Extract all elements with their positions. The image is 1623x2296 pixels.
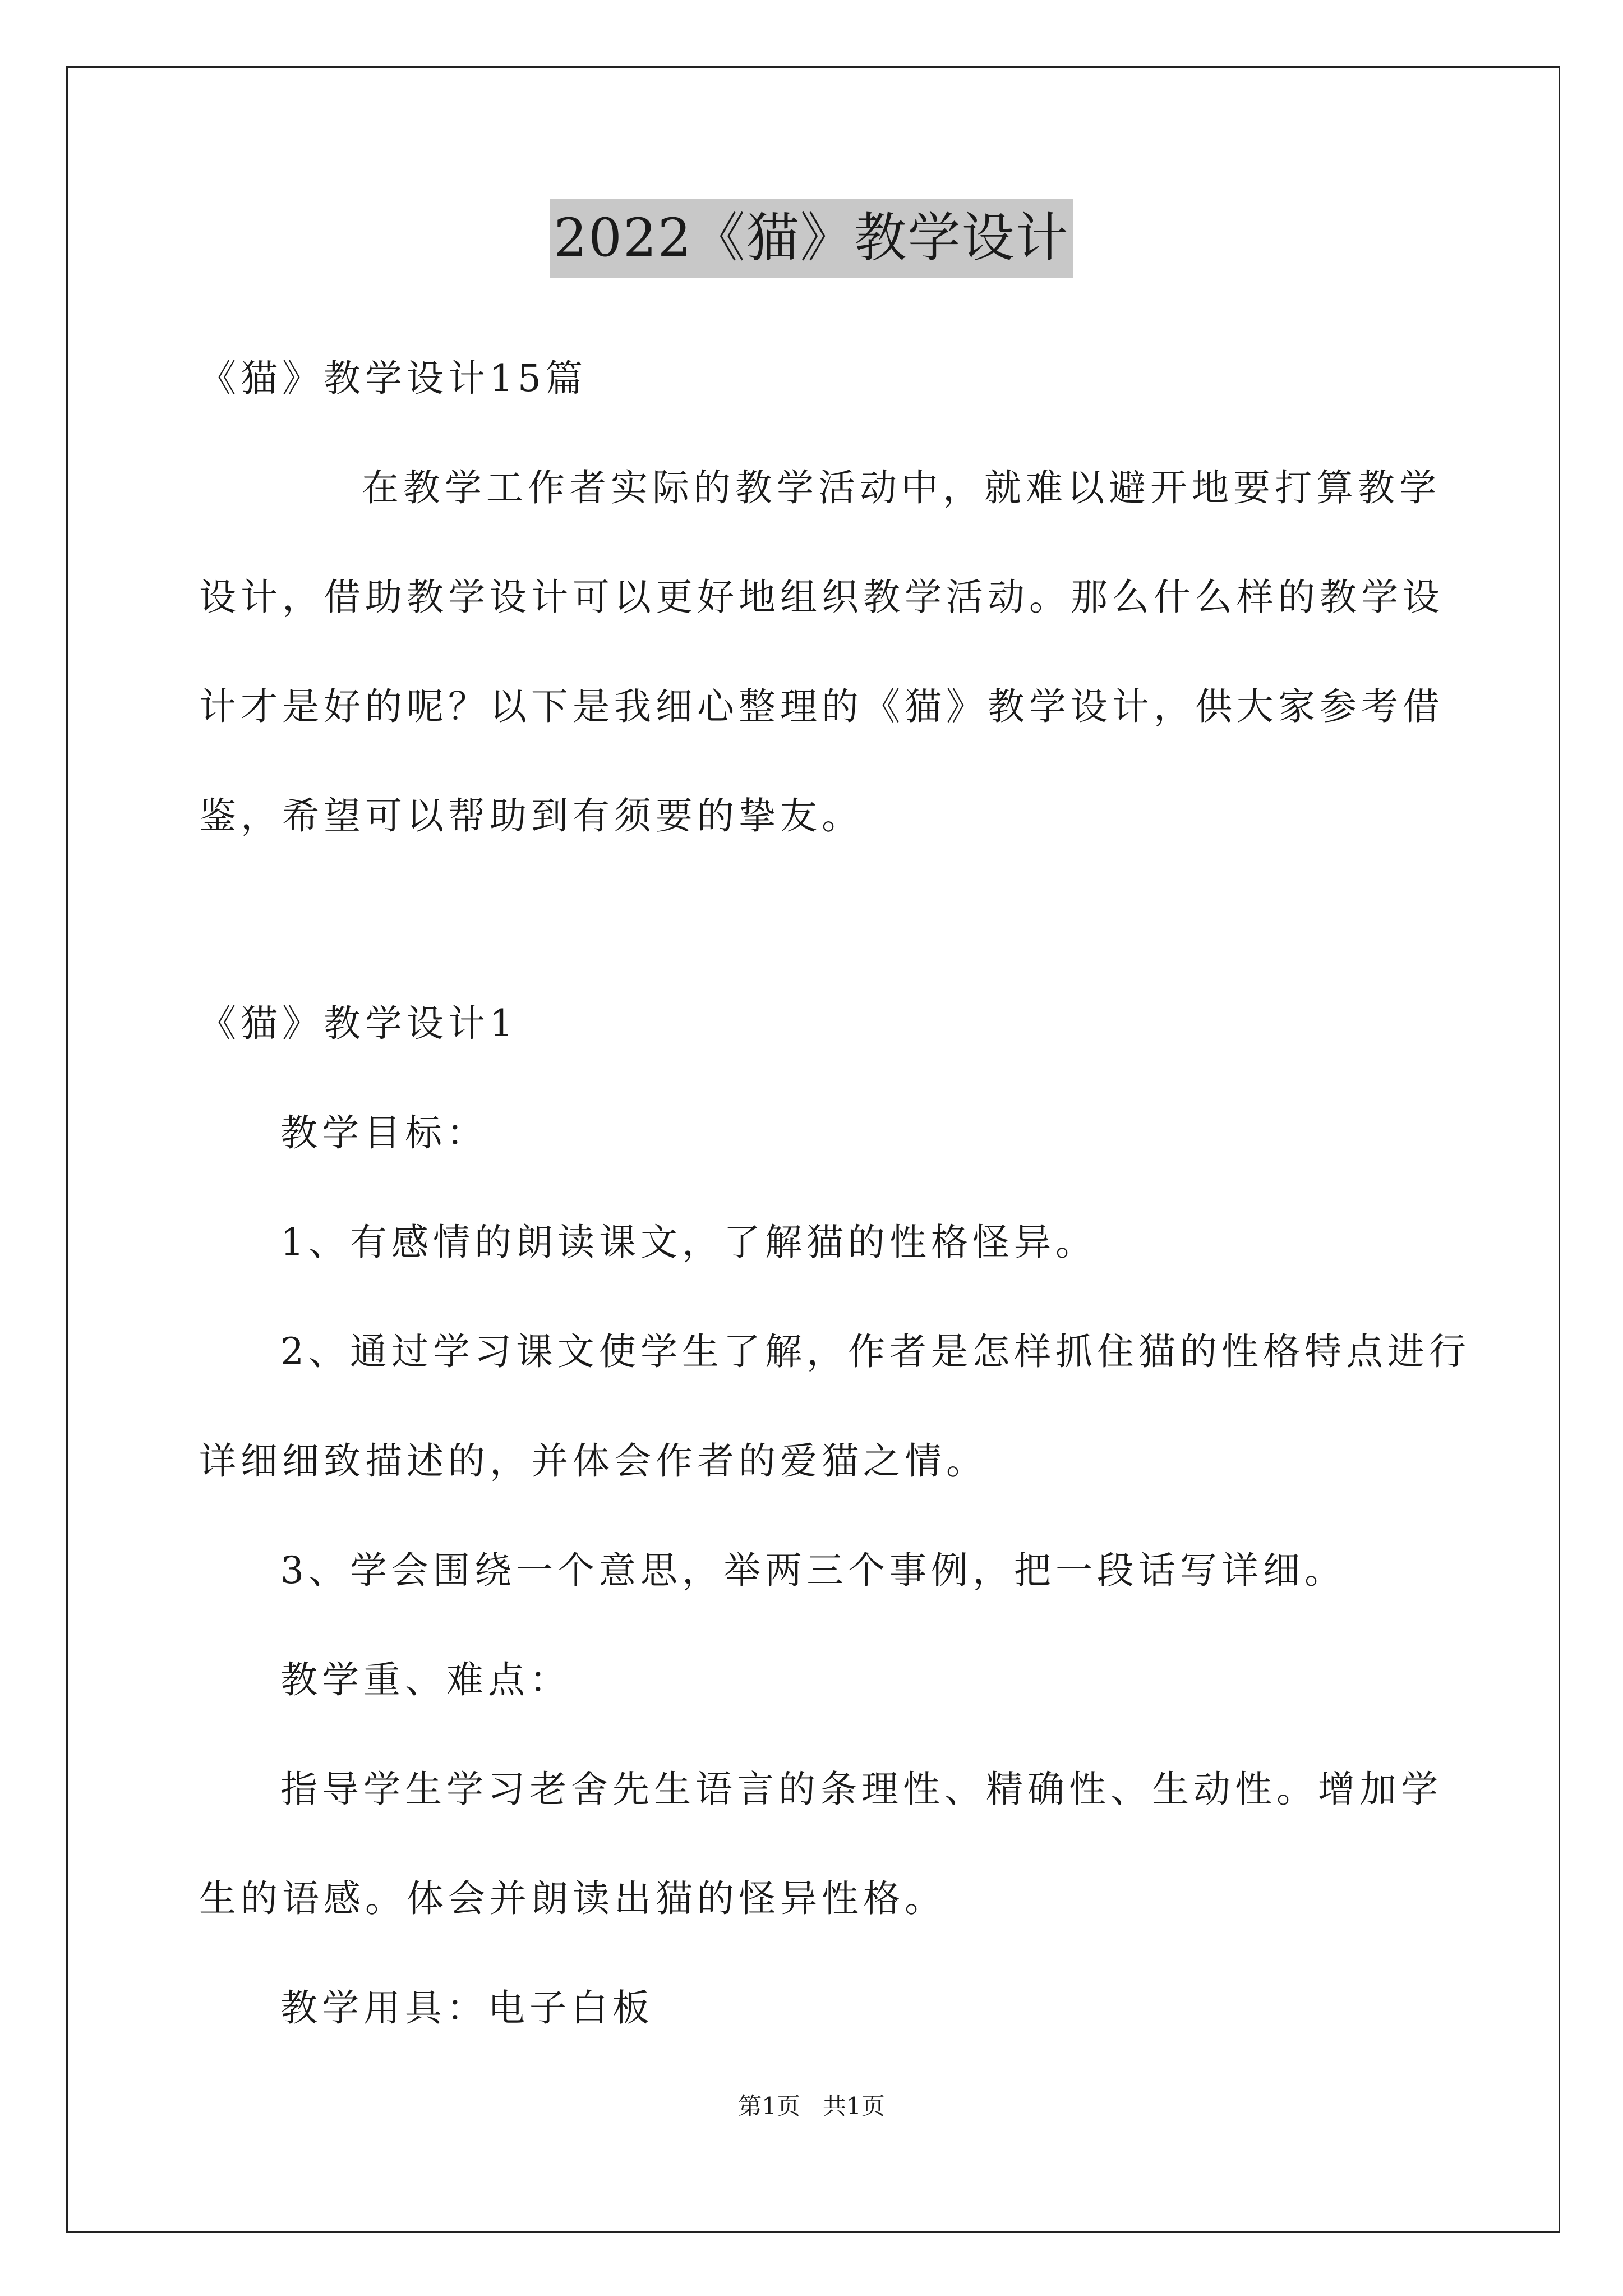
subtitle: 《猫》教学设计15篇 <box>199 357 587 400</box>
page-footer: 第1页 共1页 <box>738 2092 885 2120</box>
teaching-tools: 教学用具：电子白板 <box>280 1986 654 2030</box>
intro-line-2: 设计，借助教学设计可以更好地组织教学活动。那么什么样的教学设 <box>199 576 1444 619</box>
goals-label: 教学目标： <box>280 1111 488 1154</box>
intro-line-1: 在教学工作者实际的教学活动中，就难以避开地要打算教学 <box>362 466 1441 509</box>
goal-1: 1、有感情的朗读课文，了解猫的性格怪异。 <box>280 1221 1097 1264</box>
key-points-line-2: 生的语感。体会并朗读出猫的怪异性格。 <box>199 1877 946 1920</box>
document-title: 2022《猫》教学设计 <box>550 199 1072 278</box>
key-points-line-1: 指导学生学习老舍先生语言的条理性、精确性、生动性。增加学 <box>280 1768 1442 1811</box>
goal-3: 3、学会围绕一个意思，举两三个事例，把一段话写详细。 <box>280 1549 1346 1592</box>
key-points-label: 教学重、难点： <box>280 1658 571 1701</box>
intro-line-4: 鉴，希望可以帮助到有须要的挚友。 <box>199 794 863 838</box>
goal-2-line-2: 详细细致描述的，并体会作者的爱猫之情。 <box>199 1439 988 1483</box>
section-heading: 《猫》教学设计1 <box>199 1002 518 1045</box>
goal-2-line-1: 2、通过学习课文使学生了解，作者是怎样抓住猫的性格特点进行 <box>280 1330 1470 1373</box>
intro-line-3: 计才是好的呢？以下是我细心整理的《猫》教学设计，供大家参考借 <box>199 685 1444 728</box>
title-container <box>0 199 1623 278</box>
